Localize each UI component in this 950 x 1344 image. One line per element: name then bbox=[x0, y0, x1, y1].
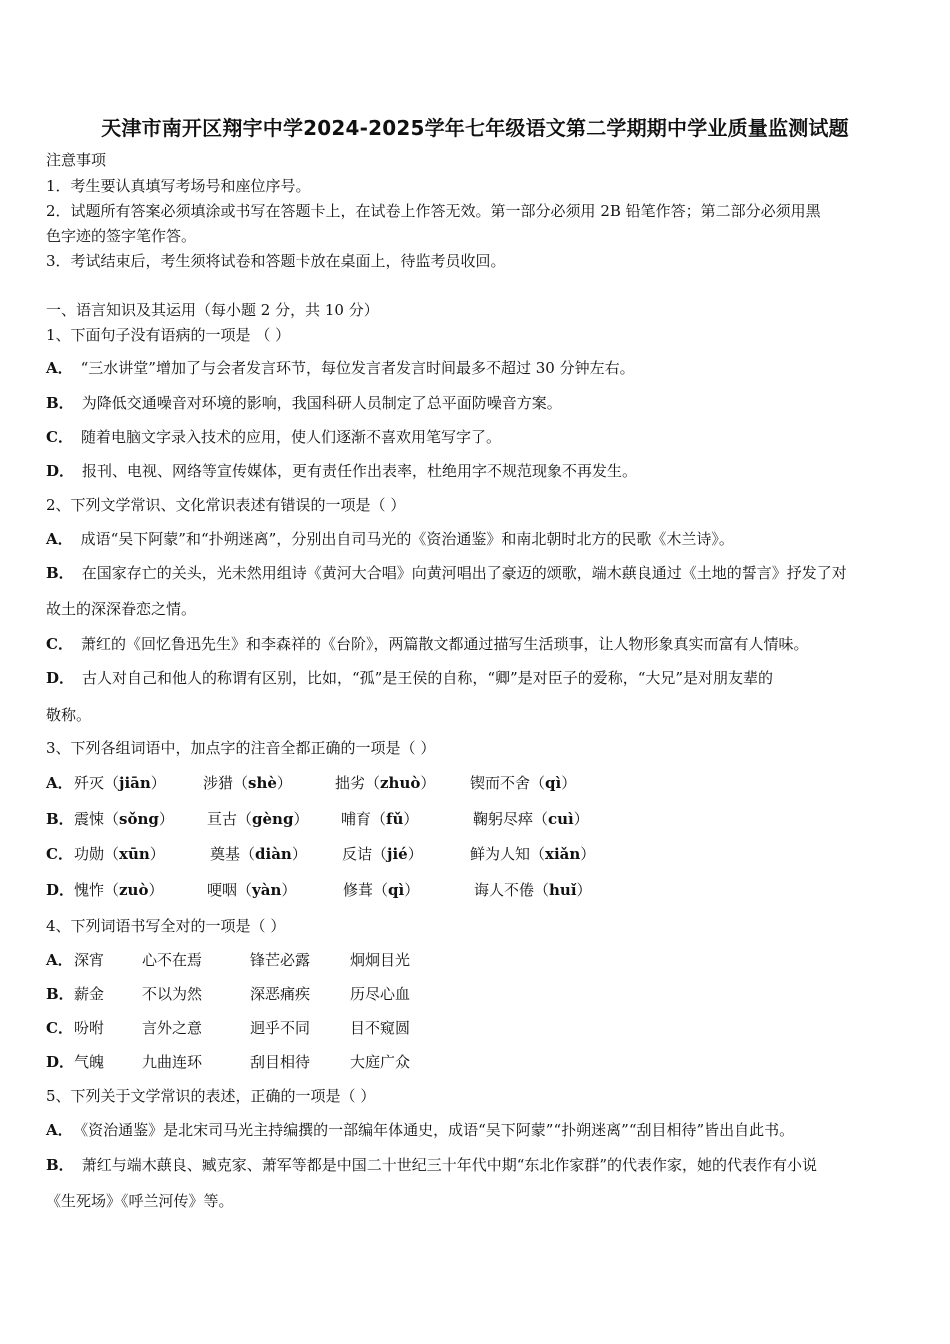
question-1-stem: 1、下面句子没有语病的一项是 （ ） bbox=[46, 326, 291, 344]
word-3: 刮目相待 bbox=[250, 1053, 311, 1071]
pinyin: shè bbox=[248, 774, 277, 792]
paren: ） bbox=[158, 810, 174, 828]
pinyin: zhuò bbox=[380, 774, 421, 792]
word-4 bbox=[470, 773, 576, 793]
option-text: 为降低交通噪音对环境的影响，我国科研人员制定了总平面防噪音方案。 bbox=[81, 394, 562, 412]
pinyin: jiān bbox=[119, 774, 151, 792]
notice-heading: 注意事项 bbox=[46, 151, 107, 169]
q2-option-b-cont: 故土的深深眷恋之情。 bbox=[46, 600, 197, 618]
q1-option-c bbox=[46, 427, 501, 447]
word: 震悚（ bbox=[74, 810, 120, 828]
word: 修葺（ bbox=[343, 881, 389, 899]
option-label: A． bbox=[46, 530, 73, 548]
pinyin: fǔ bbox=[386, 810, 404, 828]
option-label: A． bbox=[46, 1121, 73, 1139]
word-1 bbox=[74, 773, 166, 793]
q2-option-c bbox=[46, 634, 808, 654]
paren: ） bbox=[403, 810, 419, 828]
paren: ） bbox=[407, 845, 423, 863]
word-3 bbox=[341, 809, 418, 829]
pinyin: sǒng bbox=[119, 810, 159, 828]
option-label: C． bbox=[46, 635, 73, 653]
option-label: A． bbox=[46, 951, 73, 969]
option-text: 古人对自己和他人的称谓有区别，比如，“孤”是王侯的自称，“卿”是对臣子的爱称，“大兄”是对朋友辈的 bbox=[82, 669, 774, 687]
word-1: 气魄 bbox=[74, 1053, 105, 1071]
option-label: D． bbox=[46, 462, 75, 480]
word-2: 九曲连环 bbox=[142, 1053, 203, 1071]
pinyin: qì bbox=[545, 774, 562, 792]
q5-option-a bbox=[46, 1120, 794, 1140]
q1-option-d bbox=[46, 461, 637, 481]
q1-option-a bbox=[46, 358, 635, 378]
section-heading: 一、语言知识及其运用（每小题 2 分，共 10 分） bbox=[46, 301, 379, 319]
option-text: 随着电脑文字录入技术的应用，使人们逐渐不喜欢用笔写字了。 bbox=[80, 428, 501, 446]
word-1: 薪金 bbox=[74, 985, 105, 1003]
option-text: 萧红的《回忆鲁迅先生》和李森祥的《台阶》，两篇散文都通过描写生活琐事，让人物形象真实而富有人情味。 bbox=[80, 635, 809, 653]
q2-option-a bbox=[46, 529, 734, 549]
word-4: 炯炯目光 bbox=[350, 951, 411, 969]
word-4 bbox=[473, 809, 589, 829]
word-3: 迥乎不同 bbox=[250, 1019, 311, 1037]
word: 哺育（ bbox=[341, 810, 387, 828]
q2-option-b bbox=[46, 563, 847, 583]
word: 功勋（ bbox=[74, 845, 120, 863]
notice-item-3: 3．考试结束后，考生须将试卷和答题卡放在桌面上，待监考员收回。 bbox=[46, 252, 506, 270]
word: 鞠躬尽瘁（ bbox=[473, 810, 549, 828]
notice-item-1: 1．考生要认真填写考场号和座位序号。 bbox=[46, 177, 311, 195]
option-label: B． bbox=[46, 1156, 74, 1174]
pinyin: qì bbox=[388, 881, 405, 899]
question-5-stem: 5、下列关于文学常识的表述，正确的一项是（ ） bbox=[46, 1087, 376, 1105]
word-4 bbox=[470, 844, 595, 864]
paren: ） bbox=[576, 881, 592, 899]
paren: ） bbox=[281, 881, 297, 899]
word-2: 不以为然 bbox=[142, 985, 203, 1003]
pinyin: huǐ bbox=[549, 881, 577, 899]
word: 反诘（ bbox=[342, 845, 388, 863]
question-2-stem: 2、下列文学常识、文化常识表述有错误的一项是（ ） bbox=[46, 496, 406, 514]
word: 愧怍（ bbox=[74, 881, 120, 899]
page-title: 天津市南开区翔宇中学2024-2025学年七年级语文第二学期期中学业质量监测试题 bbox=[101, 116, 849, 140]
pinyin: cuì bbox=[548, 810, 574, 828]
word-1: 深宵 bbox=[74, 951, 105, 969]
paren: ） bbox=[148, 881, 164, 899]
option-label: B． bbox=[46, 394, 74, 412]
option-text: 报刊、电视、网络等宣传媒体，更有责任作出表率，杜绝用字不规范现象不再发生。 bbox=[82, 462, 638, 480]
paren: ） bbox=[293, 810, 309, 828]
option-label: D． bbox=[46, 1053, 75, 1071]
word-1: 吩咐 bbox=[74, 1019, 105, 1037]
word-1 bbox=[74, 844, 165, 864]
option-label: C． bbox=[46, 845, 73, 863]
word-1 bbox=[74, 880, 163, 900]
word-4 bbox=[474, 880, 592, 900]
pinyin: yàn bbox=[252, 881, 282, 899]
option-text: 成语“吴下阿蒙”和“扑朔迷离”，分别出自司马光的《资治通鉴》和南北朝时北方的民歌《木兰诗》。 bbox=[80, 530, 734, 548]
word-3: 深恶痛疾 bbox=[250, 985, 311, 1003]
option-text: 在国家存亡的关头，光未然用组诗《黄河大合唱》向黄河唱出了豪迈的颂歌，端木蕻良通过《土地的誓言》抒发了对 bbox=[81, 564, 847, 582]
option-label: B． bbox=[46, 810, 74, 828]
paren: ） bbox=[561, 774, 577, 792]
paren: ） bbox=[404, 881, 420, 899]
notice-item-2-cont: 色字迹的签字笔作答。 bbox=[46, 227, 197, 245]
word: 亘古（ bbox=[207, 810, 253, 828]
option-text: “三水讲堂”增加了与会者发言环节，每位发言者发言时间最多不超过 30 分钟左右。 bbox=[80, 359, 635, 377]
word-2: 言外之意 bbox=[142, 1019, 203, 1037]
notice-item-2: 2．试题所有答案必须填涂或书写在答题卡上，在试卷上作答无效。第一部分必须用 2B 铅笔作答；第二部分必须用黑 bbox=[46, 202, 821, 220]
q5-option-b-cont: 《生死场》《呼兰河传》等。 bbox=[46, 1192, 234, 1210]
pinyin: xiǎn bbox=[545, 845, 581, 863]
word-3 bbox=[342, 844, 423, 864]
option-label: A． bbox=[46, 774, 73, 792]
question-3-stem: 3、下列各组词语中，加点字的注音全都正确的一项是（ ） bbox=[46, 739, 436, 757]
word: 锲而不舍（ bbox=[470, 774, 546, 792]
word-4: 历尽心血 bbox=[350, 985, 411, 1003]
word: 诲人不倦（ bbox=[474, 881, 550, 899]
option-label: D． bbox=[46, 881, 75, 899]
paren: ） bbox=[580, 845, 596, 863]
word: 涉猎（ bbox=[203, 774, 249, 792]
pinyin: jié bbox=[387, 845, 408, 863]
pinyin: zuò bbox=[119, 881, 149, 899]
paren: ） bbox=[149, 845, 165, 863]
option-label: C． bbox=[46, 1019, 73, 1037]
word-3 bbox=[335, 773, 435, 793]
option-label: B． bbox=[46, 564, 74, 582]
paren: ） bbox=[150, 774, 166, 792]
option-label: A． bbox=[46, 359, 73, 377]
option-label: D． bbox=[46, 669, 75, 687]
word-2 bbox=[210, 844, 307, 864]
paren: ） bbox=[573, 810, 589, 828]
word-2: 心不在焉 bbox=[142, 951, 203, 969]
word: 奠基（ bbox=[210, 845, 256, 863]
option-text: 《资治通鉴》是北宋司马光主持编撰的一部编年体通史，成语“吴下阿蒙”“扑朔迷离”“刮目相待”皆出自此书。 bbox=[80, 1121, 795, 1139]
question-4-stem: 4、下列词语书写全对的一项是（ ） bbox=[46, 917, 286, 935]
q2-option-d bbox=[46, 668, 773, 688]
paren: ） bbox=[291, 845, 307, 863]
word-2 bbox=[203, 773, 292, 793]
word-2 bbox=[207, 809, 308, 829]
option-label: C． bbox=[46, 428, 73, 446]
paren: ） bbox=[276, 774, 292, 792]
pinyin: gèng bbox=[252, 810, 294, 828]
word: 拙劣（ bbox=[335, 774, 381, 792]
word-3: 锋芒必露 bbox=[250, 951, 311, 969]
option-text: 萧红与端木蕻良、臧克家、萧军等都是中国二十世纪三十年代中期“东北作家群”的代表作家，她的代表作有小说 bbox=[81, 1156, 818, 1174]
word: 鲜为人知（ bbox=[470, 845, 546, 863]
word-3 bbox=[343, 880, 419, 900]
pinyin: xūn bbox=[119, 845, 150, 863]
word-2 bbox=[207, 880, 296, 900]
word-4: 目不窥圆 bbox=[350, 1019, 411, 1037]
pinyin: diàn bbox=[255, 845, 292, 863]
word: 哽咽（ bbox=[207, 881, 253, 899]
word: 歼灭（ bbox=[74, 774, 120, 792]
q5-option-b bbox=[46, 1155, 817, 1175]
option-label: B． bbox=[46, 985, 74, 1003]
q2-option-d-cont: 敬称。 bbox=[46, 706, 92, 724]
word-1 bbox=[74, 809, 174, 829]
paren: ） bbox=[420, 774, 436, 792]
q1-option-b bbox=[46, 393, 562, 413]
word-4: 大庭广众 bbox=[350, 1053, 411, 1071]
